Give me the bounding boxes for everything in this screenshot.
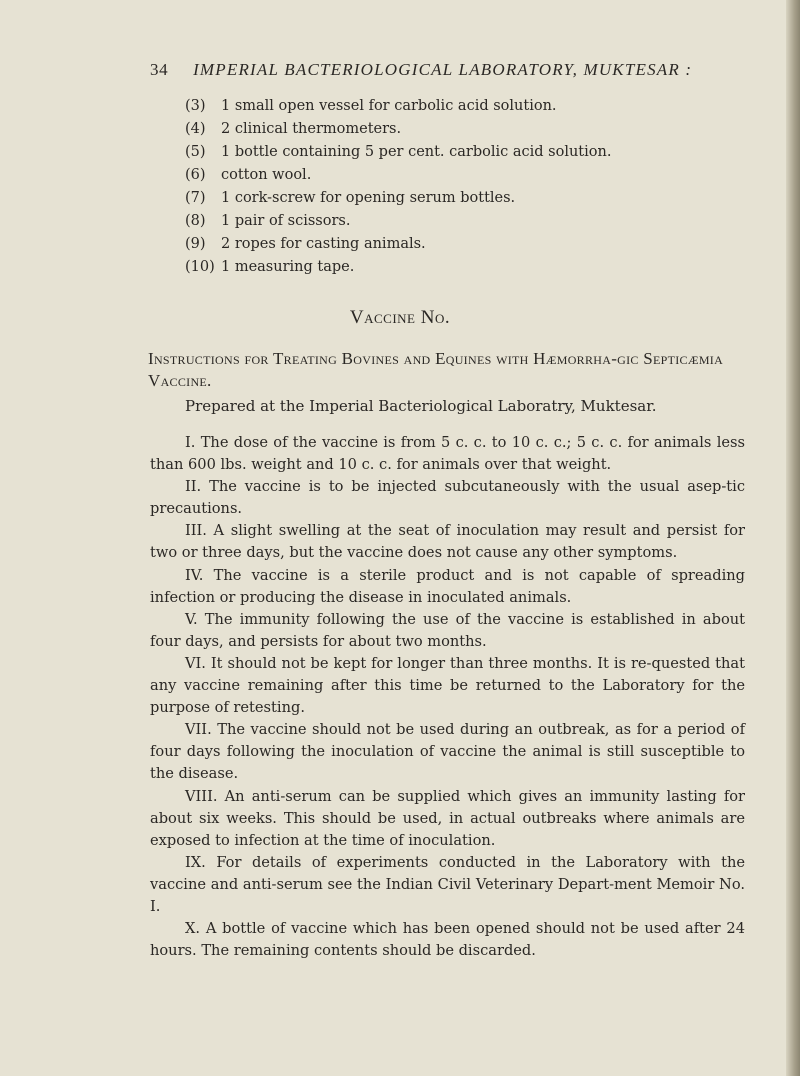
paragraph: V. The immunity following the use of the vaccine is established in about four days, and persists for about two months. (150, 610, 745, 650)
paragraph: I. The dose of the vaccine is from 5 c. c. to 10 c. c.; 5 c. c. for animals less than 600 lbs. weight and 10 c. c. for animals over that weight. (150, 434, 745, 474)
instructions-body (150, 432, 745, 962)
list-number: (8) (185, 213, 206, 229)
list-number: (10) (185, 259, 215, 275)
list-item (185, 164, 745, 187)
paragraph: X. A bottle of vaccine which has been opened should not be used after 24 hours. The remaining contents should be discarded. (150, 920, 745, 960)
paragraph: VIII. An anti-serum can be supplied which gives an immunity lasting for about six weeks. This should be used, in actual outbreaks where animals are exposed to infection at the time of inoculation. (150, 787, 745, 849)
list-number: (6) (185, 167, 206, 183)
page-number: 34 (150, 60, 169, 79)
list-number: (7) (185, 190, 206, 206)
list-text: cotton wool. (221, 167, 312, 183)
list-text: 2 ropes for casting animals. (221, 236, 426, 252)
list-number: (9) (185, 236, 206, 252)
list-text: 1 measuring tape. (221, 259, 355, 275)
list-number: (5) (185, 144, 206, 160)
list-number: (4) (185, 121, 206, 137)
list-item (185, 118, 745, 141)
list-item (185, 210, 745, 233)
paragraph: VI. It should not be kept for longer than three months. It is re-quested that any vaccine remaining after this time be returned to the Laboratory for the purpose of retesting. (150, 654, 745, 717)
list-item (185, 256, 745, 279)
equipment-list (185, 95, 745, 279)
prepared-line: Prepared at the Imperial Bacteriological Laboratry, Muktesar. (185, 397, 657, 415)
list-text: 1 cork-screw for opening serum bottles. (221, 190, 516, 206)
list-item (185, 187, 745, 210)
list-item (185, 233, 745, 256)
paragraph: III. A slight swelling at the seat of inoculation may result and persist for two or three days, but the vaccine does not cause any other symptoms. (150, 522, 745, 562)
paragraph: II. The vaccine is to be injected subcutaneously with the usual asep-tic precautions. (150, 478, 745, 518)
list-item (185, 95, 745, 118)
vaccine-title: Vaccine No. (349, 307, 451, 328)
instructions-title: Instructions for Treating Bovines and Equines with Hæmorrha-gic Septicæmia Vaccine. (148, 349, 724, 390)
list-text: 1 bottle containing 5 per cent. carbolic acid solution. (221, 144, 612, 160)
paragraph: VII. The vaccine should not be used during an outbreak, as for a period of four days following the inoculation of vaccine the animal is still susceptible to the disease. (150, 721, 745, 783)
running-title: IMPERIAL BACTERIOLOGICAL LABORATORY, MUKTESAR : (193, 60, 693, 79)
list-item (185, 141, 745, 164)
paragraph: IX. For details of experiments conducted in the Laboratory with the vaccine and anti-serum see the Indian Civil Veterinary Depart-ment Memoir No. I. (150, 853, 745, 915)
page-edge (786, 0, 800, 1076)
list-text: 2 clinical thermometers. (221, 121, 402, 137)
list-text: 1 small open vessel for carbolic acid solution. (221, 98, 557, 114)
list-text: 1 pair of scissors. (221, 213, 351, 229)
running-header (150, 60, 692, 80)
list-number: (3) (185, 98, 206, 114)
paragraph: IV. The vaccine is a sterile product and is not capable of spreading infection or producing the disease in inoculated animals. (150, 566, 745, 606)
